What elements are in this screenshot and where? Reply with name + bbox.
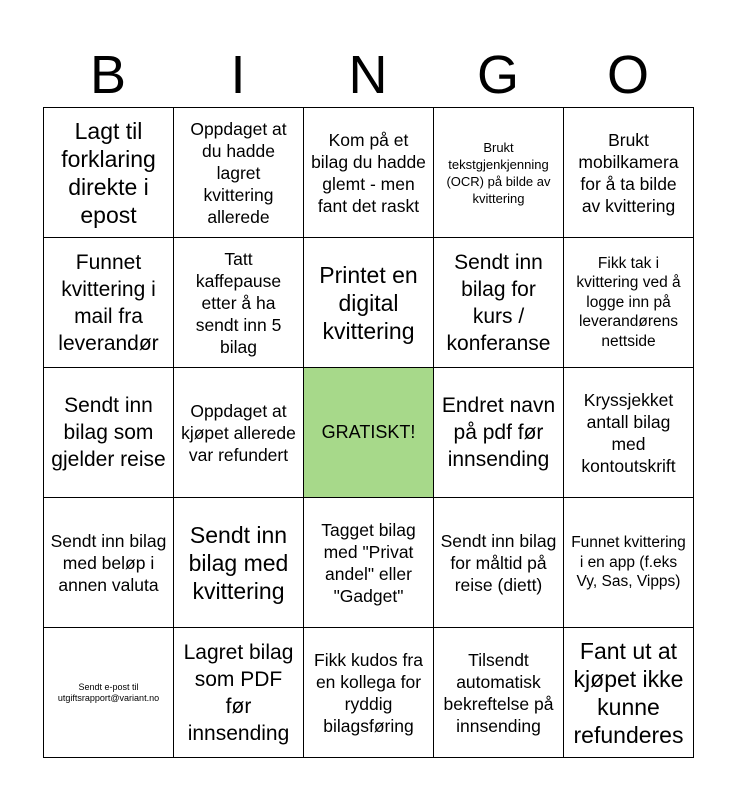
bingo-cell-r2c1[interactable]: Funnet kvittering i mail fra leverandør [44,238,174,368]
bingo-cell-r3c5[interactable]: Kryssjekket antall bilag med kontoutskrift [564,368,694,498]
header-letter-g: G [476,45,519,105]
bingo-cell-r4c2[interactable]: Sendt inn bilag med kvittering [174,498,304,628]
bingo-cell-r4c5[interactable]: Funnet kvittering i en app (f.eks Vy, Sas, Vipps) [564,498,694,628]
header-letter-o: O [606,45,649,105]
bingo-cell-r1c4[interactable]: Brukt tekstgjenkjenning (OCR) på bilde av kvittering [434,108,564,238]
bingo-cell-r5c2[interactable]: Lagret bilag som PDF før innsending [174,628,304,758]
header-letter-n: N [348,45,388,105]
bingo-cell-r1c5[interactable]: Brukt mobilkamera for å ta bilde av kvittering [564,108,694,238]
bingo-cell-r5c4[interactable]: Tilsendt automatisk bekreftelse på innsending [434,628,564,758]
bingo-cell-r1c2[interactable]: Oppdaget at du hadde lagret kvittering allerede [174,108,304,238]
header-letter-i: I [230,45,246,105]
bingo-cell-r4c1[interactable]: Sendt inn bilag med beløp i annen valuta [44,498,174,628]
bingo-cell-r4c3[interactable]: Tagget bilag med "Privat andel" eller "Gadget" [304,498,434,628]
bingo-cell-r4c4[interactable]: Sendt inn bilag for måltid på reise (diett) [434,498,564,628]
bingo-board [43,107,694,758]
bingo-cell-r1c1[interactable]: Lagt til forklaring direkte i epost [44,108,174,238]
header-letter-b: B [89,45,127,105]
bingo-header [43,42,693,108]
bingo-cell-r2c4[interactable]: Sendt inn bilag for kurs / konferanse [434,238,564,368]
bingo-cell-r5c5[interactable]: Fant ut at kjøpet ikke kunne refunderes [564,628,694,758]
bingo-cell-r5c1[interactable]: Sendt e-post til utgiftsrapport@variant.no [44,628,174,758]
bingo-cell-r2c2[interactable]: Tatt kaffepause etter å ha sendt inn 5 bilag [174,238,304,368]
bingo-cell-free[interactable]: GRATISKT! [304,368,434,498]
bingo-cell-r3c1[interactable]: Sendt inn bilag som gjelder reise [44,368,174,498]
bingo-cell-r3c4[interactable]: Endret navn på pdf før innsending [434,368,564,498]
bingo-cell-r3c2[interactable]: Oppdaget at kjøpet allerede var refundert [174,368,304,498]
bingo-cell-r5c3[interactable]: Fikk kudos fra en kollega for ryddig bilagsføring [304,628,434,758]
bingo-cell-r1c3[interactable]: Kom på et bilag du hadde glemt - men fant det raskt [304,108,434,238]
bingo-cell-r2c5[interactable]: Fikk tak i kvittering ved å logge inn på leverandørens nettside [564,238,694,368]
bingo-cell-r2c3[interactable]: Printet en digital kvittering [304,238,434,368]
